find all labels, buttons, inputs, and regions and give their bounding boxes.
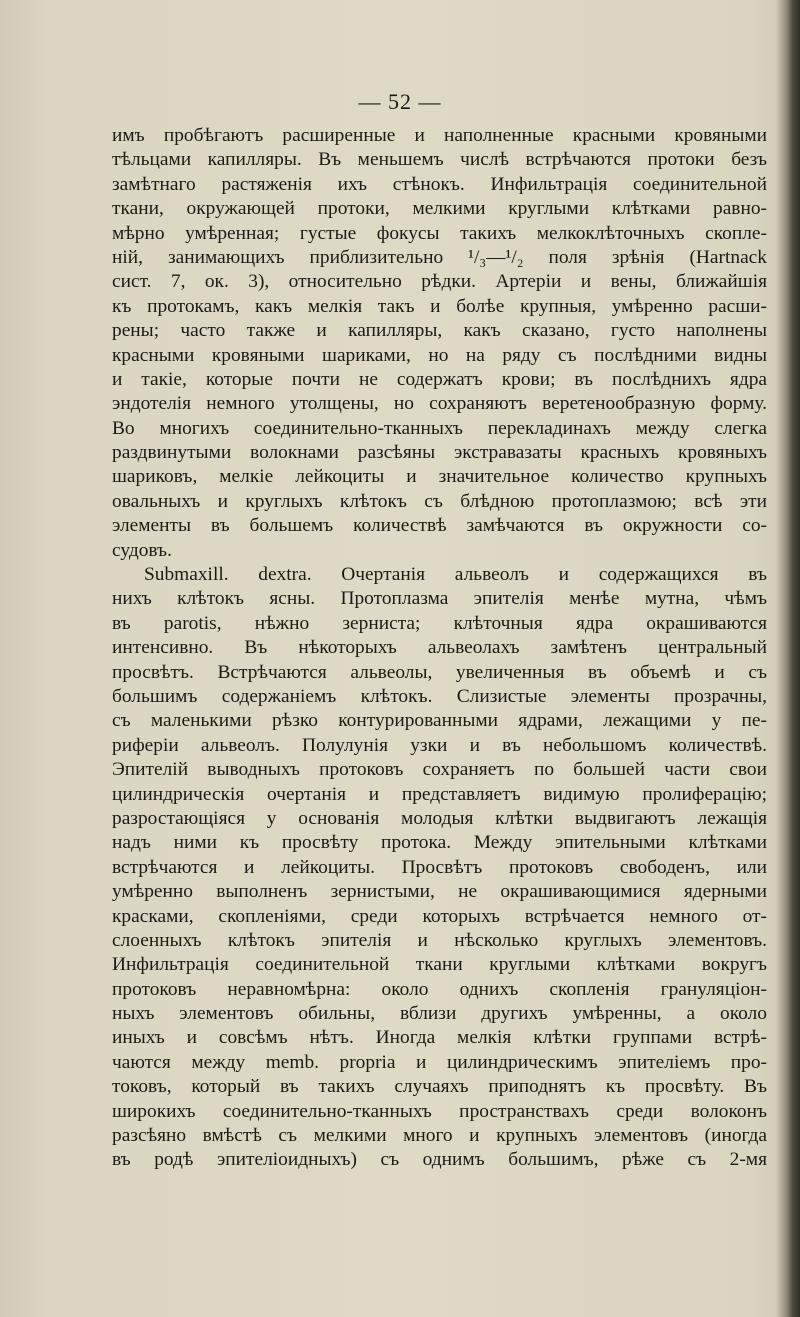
text-line: иныхъ и совсѣмъ нѣтъ. Иногда мелкія клѣтки группами встрѣ- xyxy=(112,1027,767,1049)
text-line: элементы въ большемъ количествѣ замѣчаются въ окружности со- xyxy=(112,515,767,537)
text-line: встрѣчаются и лейкоциты. Просвѣтъ протоковъ свободенъ, или xyxy=(112,856,767,878)
text-line: умѣренно выполненъ зернистыми, не окрашивающимися ядерными xyxy=(112,881,767,903)
text-line: шариковъ, мелкіе лейкоциты и значительное количество крупныхъ xyxy=(112,466,767,488)
text-line: токовъ, который въ такихъ случаяхъ приподнятъ къ просвѣту. Въ xyxy=(112,1076,767,1098)
text-line: въ parotis, нѣжно зерниста; клѣточныя ядра окрашиваются xyxy=(112,612,767,634)
text-line: къ протокамъ, какъ мелкія такъ и болѣе крупныя, умѣренно расши- xyxy=(112,295,767,317)
text-line: ткани, окружающей протоки, мелкими круглыми клѣтками равно- xyxy=(112,198,767,220)
text-line: рены; часто также и капилляры, какъ сказано, густо наполнены xyxy=(112,320,767,342)
text-line: разсѣяно вмѣстѣ съ мелкими много и крупныхъ элементовъ (иногда xyxy=(112,1125,767,1147)
text-line: мѣрно умѣренная; густые фокусы такихъ мелкоклѣточныхъ скопле- xyxy=(112,222,767,244)
text-line: красными кровяными шариками, но на ряду съ послѣдними видны xyxy=(112,344,767,366)
text-line: цилиндрическія очертанія и представляетъ видимую пролиферацію; xyxy=(112,783,767,805)
body-text xyxy=(112,124,767,1173)
text-line: чаются между memb. propria и цилиндрическимъ эпителіемъ про- xyxy=(112,1051,767,1073)
text-line: широкихъ соединительно-тканныхъ пространствахъ среди волоконъ xyxy=(112,1100,767,1122)
text-line: Submaxill. dextra. Очертанія альвеолъ и содержащихся въ xyxy=(144,564,767,586)
text-line: тѣльцами капилляры. Въ меньшемъ числѣ встрѣчаются протоки безъ xyxy=(112,149,767,171)
text-line: протоковъ неравномѣрна: около однихъ скопленія грануляціон- xyxy=(112,978,767,1000)
text-line: надъ ними къ просвѣту протока. Между эпительными клѣтками xyxy=(112,832,767,854)
text-line: эндотелія немного утолщены, но сохраняютъ веретенообразную форму. xyxy=(112,393,767,415)
text-line: судовъ. xyxy=(112,539,172,561)
text-line: Эпителій выводныхъ протоковъ сохраняетъ по большей части свои xyxy=(112,759,767,781)
text-line: сист. 7, ок. 3), относительно рѣдки. Артеріи и вены, ближайшія xyxy=(112,271,767,293)
text-line: ній, занимающихъ приблизительно ¹/₃—¹/₂ поля зрѣнія (Hartnack xyxy=(112,246,767,268)
book-spine-shadow xyxy=(776,0,800,1317)
text-line: раздвинутыми волокнами разсѣяны экстравазаты красныхъ кровяныхъ xyxy=(112,442,767,464)
text-line: слоенныхъ клѣтокъ эпителія и нѣсколько круглыхъ элементовъ. xyxy=(112,929,767,951)
text-line: и такіе, которые почти не содержатъ крови; въ послѣднихъ ядра xyxy=(112,368,767,390)
text-line: въ родѣ эпителіоидныхъ) съ однимъ большимъ, рѣже съ 2-мя xyxy=(112,1149,767,1171)
text-line: нихъ клѣтокъ ясны. Протоплазма эпителія менѣе мутна, чѣмъ xyxy=(112,588,767,610)
text-line: риферіи альвеолъ. Полулунія узки и въ небольшомъ количествѣ. xyxy=(112,734,767,756)
text-line: красками, скопленіями, среди которыхъ встрѣчается немного от- xyxy=(112,905,767,927)
text-line: овальныхъ и круглыхъ клѣтокъ съ блѣдною протоплазмою; всѣ эти xyxy=(112,490,767,512)
text-line: съ маленькими рѣзко контурированными ядрами, лежащими у пе- xyxy=(112,710,767,732)
text-line: просвѣтъ. Встрѣчаются альвеолы, увеличенныя въ объемѣ и съ xyxy=(112,661,767,683)
text-line: замѣтнаго растяженія ихъ стѣнокъ. Инфильтрація соединительной xyxy=(112,173,767,195)
text-line: разростающіяся у основанія молодыя клѣтки выдвигаютъ лежащія xyxy=(112,807,767,829)
text-line: Инфильтрація соединительной ткани круглыми клѣтками вокругъ xyxy=(112,954,767,976)
text-line: Во многихъ соединительно-тканныхъ перекладинахъ между слегка xyxy=(112,417,767,439)
text-line: ныхъ элементовъ обильны, вблизи другихъ умѣренны, а около xyxy=(112,1003,767,1025)
page-number: — 52 — xyxy=(358,89,442,114)
text-line: большимъ содержаніемъ клѣтокъ. Слизистые элементы прозрачны, xyxy=(112,685,767,707)
text-line: имъ пробѣгаютъ расширенные и наполненные красными кровяными xyxy=(112,125,767,146)
text-line: интенсивно. Въ нѣкоторыхъ альвеолахъ замѣтенъ центральный xyxy=(112,637,767,659)
